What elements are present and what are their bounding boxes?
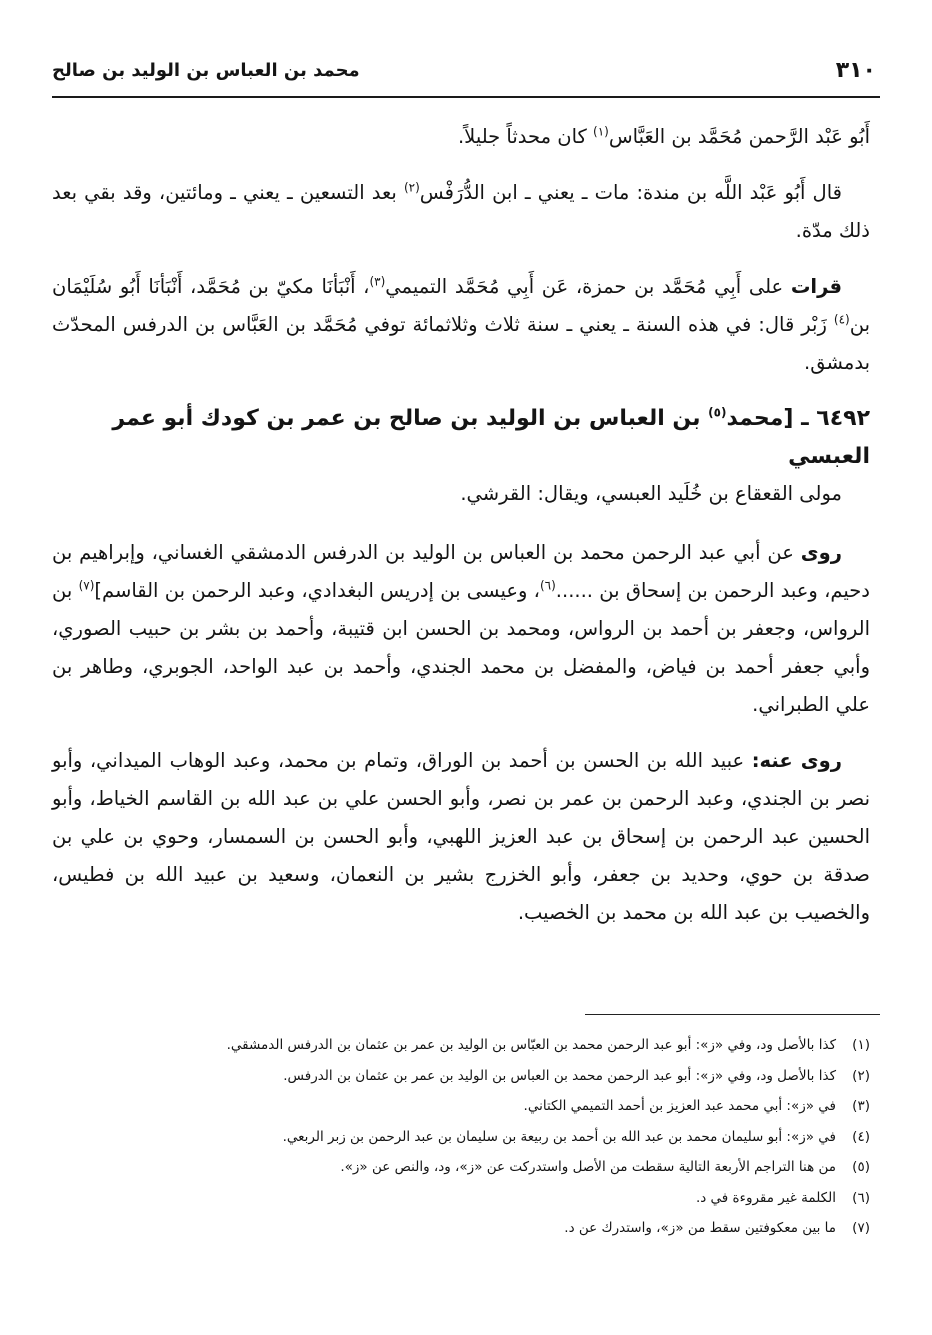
footnote-item bbox=[52, 1213, 870, 1244]
paragraph-2: قال أَبُو عَبْد اللَّه بن مندة: مات ـ يعني ـ ابن الدُّرَفْس$^{(٢)}$ بعد التسعين ـ يعني ـ ومائتين، وقد بقي بعد ذلك مدّة. bbox=[52, 180, 870, 242]
footnote-item bbox=[52, 1061, 870, 1092]
paragraph-lead-word: روى عنه: bbox=[751, 749, 842, 772]
running-title: محمد بن العباس بن الوليد بن صالح bbox=[52, 60, 360, 81]
footnote-number: (٤) bbox=[852, 1128, 870, 1145]
footnote-text: من هنا التراجم الأربعة التالية سقطت من الأصل واستدركت عن «ز»، ود، والنص عن «ز». bbox=[340, 1159, 836, 1175]
footnote-number: (٦) bbox=[852, 1189, 870, 1206]
footnote-number: (٣) bbox=[852, 1098, 870, 1114]
footnote-number: (١) bbox=[852, 1037, 870, 1053]
footnote-text: في «ز»: أبي محمد عبد العزيز بن أحمد التميمي الكتاني. bbox=[523, 1098, 836, 1114]
footnote-text: كذا بالأصل ود، وفي «ز»: أبو عبد الرحمن محمد بن العباس بن الوليد بن عمر بن عثمان بن الدرفس. bbox=[283, 1067, 836, 1084]
paragraph-lead-word: روى bbox=[800, 541, 842, 564]
footnote-rule bbox=[585, 1014, 880, 1015]
footnote-number: (٥) bbox=[852, 1159, 870, 1175]
footnote-ref-2[interactable]: (٢) bbox=[403, 180, 420, 195]
footnote-item bbox=[52, 1183, 870, 1214]
entry-heading: ٦٤٩٢ ـ [محمد$^{(٥)}$ بن العباس بن الوليد بن صالح بن عمر بن كودك أبو عمر العبسي bbox=[112, 405, 870, 469]
page-header bbox=[52, 52, 880, 92]
footnote-item bbox=[52, 1152, 870, 1183]
footnote-text: الكلمة غير مقروءة في د. bbox=[695, 1189, 836, 1206]
footnote-text: كذا بالأصل ود، وفي «ز»: أبو عبد الرحمن محمد بن العبّاس بن الوليد بن عمر بن عثمان بن الدرفس الدمشقي. bbox=[226, 1037, 836, 1053]
main-text bbox=[52, 118, 870, 950]
header-rule bbox=[52, 96, 880, 98]
footnote-item bbox=[52, 1122, 870, 1153]
footnote-text: في «ز»: أبو سليمان محمد بن عبد الله بن أحمد بن ربيعة بن سليمان بن عبد الرحمن بن زبر الربعي. bbox=[282, 1128, 836, 1145]
paragraph-3: قرات على أَبِي مُحَمَّد بن حمزة، عَن أَبِي مُحَمَّد التميمي$^{(٣)}$، أَنْبَأنَا مكيّ بن مُحَمَّد، أَنْبَأنَا أَبُو سُلَيْمَان بن$^{(٤)}$ زَبْر قال: في هذه السنة ـ يعني ـ سنة ثلاث وثلاثمائة توفي مُحَمَّد بن العَبَّاس بن الدرفس المحدّث بدمشق. bbox=[52, 274, 870, 374]
footnote-ref-4[interactable]: (٤) bbox=[833, 312, 850, 327]
footnote-number: (٧) bbox=[852, 1220, 870, 1236]
footnote-text: ما بين معكوفتين سقط من «ز»، واستدرك عن د. bbox=[564, 1220, 836, 1236]
footnote-item bbox=[52, 1091, 870, 1122]
footnotes bbox=[52, 1030, 870, 1244]
footnote-ref-7[interactable]: (٧) bbox=[78, 578, 95, 593]
footnote-item bbox=[52, 1030, 870, 1061]
footnote-ref-1[interactable]: (١) bbox=[593, 124, 609, 139]
footnote-number: (٢) bbox=[852, 1067, 870, 1084]
footnote-ref-5[interactable]: (٥) bbox=[708, 405, 727, 420]
paragraph-narrated-from: روى عن أبي عبد الرحمن محمد بن العباس بن الوليد بن الدرفس الدمشقي الغساني، وإبراهيم بن دحيم، وعبد الرحمن بن إسحاق بن ......$^{(٦)}$، وعيسى بن إدريس البغدادي، وعبد الرحمن بن القاسم]$^{(٧)}$ بن الرواس، وجعفر بن أحمد بن الرواس، ومحمد بن الحسن ابن قتيبة، وأحمد بن بشر بن حبيب الصوري، وأبي جعفر أحمد بن فياض، والمفضل بن محمد الجندي، وأحمد بن عبد الواحد، الجوبري، وطاهر بن علي الطبراني. bbox=[52, 541, 870, 716]
paragraph-1: أَبُو عَبْد الرَّحمن مُحَمَّد بن العَبَّاس$^{(١)}$ كان محدثاً جليلاً. bbox=[457, 124, 870, 148]
page-number: ٣١٠ bbox=[835, 58, 876, 83]
paragraph-lead-word: قرات bbox=[790, 275, 843, 298]
footnote-ref-6[interactable]: (٦) bbox=[539, 578, 556, 593]
footnote-ref-3[interactable]: (٣) bbox=[369, 274, 386, 289]
paragraph-narrated-by: روى عنه: عبيد الله بن الحسن بن أحمد بن الوراق، وتمام بن محمد، وعبد الوهاب الميداني، وأبو نصر بن الجندي، وعبد الرحمن بن عمر بن نصر، وأبو الحسن علي بن عبد الله بن القاسم الخياط، وأبو الحسين عبد الرحمن بن إسحاق بن عبد العزيز اللهبي، وأبو الحسن بن السمسار، وحوي بن علي بن صدقة بن حوي، وحديد بن جعفر، وأبو الخزرج بشير بن النعمان، وسعيد بن عبيد الله بن فطيس، والخصيب بن عبد الله بن محمد بن الخصيب. bbox=[52, 749, 870, 924]
entry-subtitle: مولى القعقاع بن خُلَيد العبسي، ويقال: القرشي. bbox=[460, 482, 842, 505]
